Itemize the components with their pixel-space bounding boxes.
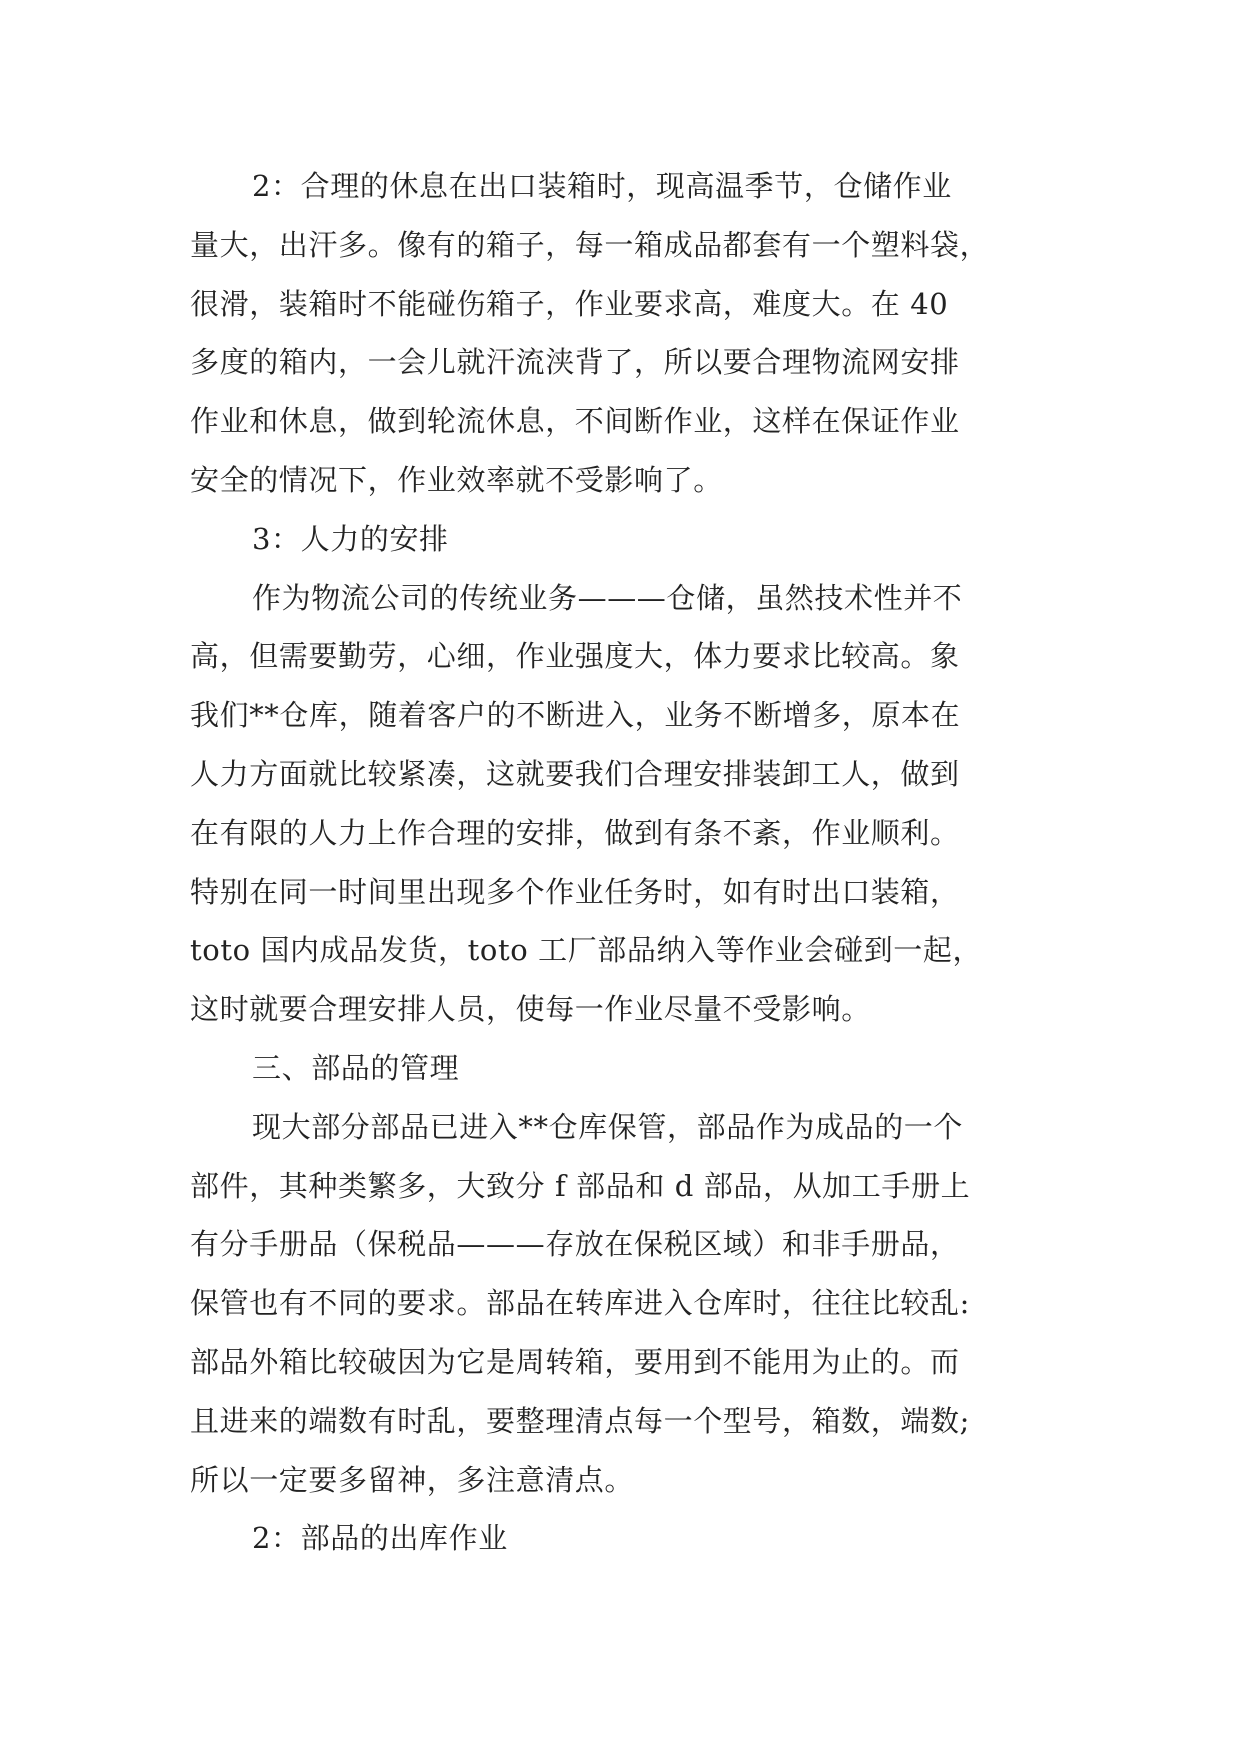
text-line: 人力方面就比较紧凑，这就要我们合理安排装卸工人，做到 bbox=[190, 756, 960, 791]
section-heading: 三、部品的管理 bbox=[252, 1050, 460, 1085]
text-line: 特别在同一时间里出现多个作业任务时，如有时出口装箱， bbox=[190, 874, 960, 909]
text-line: 多度的箱内，一会儿就汗流浃背了，所以要合理物流网安排 bbox=[190, 345, 960, 380]
text-line: 作为物流公司的传统业务———仓储，虽然技术性并不 bbox=[252, 580, 963, 615]
text-line: 我们**仓库，随着客户的不断进入，业务不断增多，原本在 bbox=[190, 698, 961, 733]
text-line: 有分手册品（保税品———存放在保税区域）和非手册品， bbox=[190, 1227, 960, 1262]
text-line: 2：合理的休息在出口装箱时，现高温季节，仓储作业 bbox=[252, 169, 952, 203]
text-line: 高，但需要勤劳，心细，作业强度大，体力要求比较高。象 bbox=[190, 639, 960, 674]
text-line: 量大，出汗多。像有的箱子，每一箱成品都套有一个塑料袋， bbox=[190, 227, 990, 262]
section-heading: 2：部品的出库作业 bbox=[252, 1521, 508, 1556]
section-heading: 3：人力的安排 bbox=[252, 521, 449, 556]
text-line: 作业和休息，做到轮流休息，不间断作业，这样在保证作业 bbox=[190, 404, 960, 439]
text-line: 现大部分部品已进入**仓库保管，部品作为成品的一个 bbox=[252, 1109, 964, 1144]
text-line: 很滑，装箱时不能碰伤箱子，作业要求高，难度大。在 40 bbox=[190, 286, 949, 321]
text-line: 保管也有不同的要求。部品在转库进入仓库时，往往比较乱: bbox=[190, 1286, 970, 1321]
text-line: 部件，其种类繁多，大致分 f 部品和 d 部品，从加工手册上 bbox=[190, 1168, 971, 1203]
text-line: 这时就要合理安排人员，使每一作业尽量不受影响。 bbox=[190, 992, 871, 1027]
text-line: 所以一定要多留神，多注意清点。 bbox=[190, 1462, 635, 1497]
body-text bbox=[190, 157, 1060, 1568]
text-line: 部品外箱比较破因为它是周转箱，要用到不能用为止的。而 bbox=[190, 1344, 960, 1379]
text-line: 安全的情况下，作业效率就不受影响了。 bbox=[190, 462, 723, 497]
text-line: 且进来的端数有时乱，要整理清点每一个型号，箱数，端数; bbox=[190, 1403, 970, 1438]
text-line: toto 国内成品发货，toto 工厂部品纳入等作业会碰到一起， bbox=[190, 933, 983, 968]
text-line: 在有限的人力上作合理的安排，做到有条不紊，作业顺利。 bbox=[190, 815, 960, 850]
